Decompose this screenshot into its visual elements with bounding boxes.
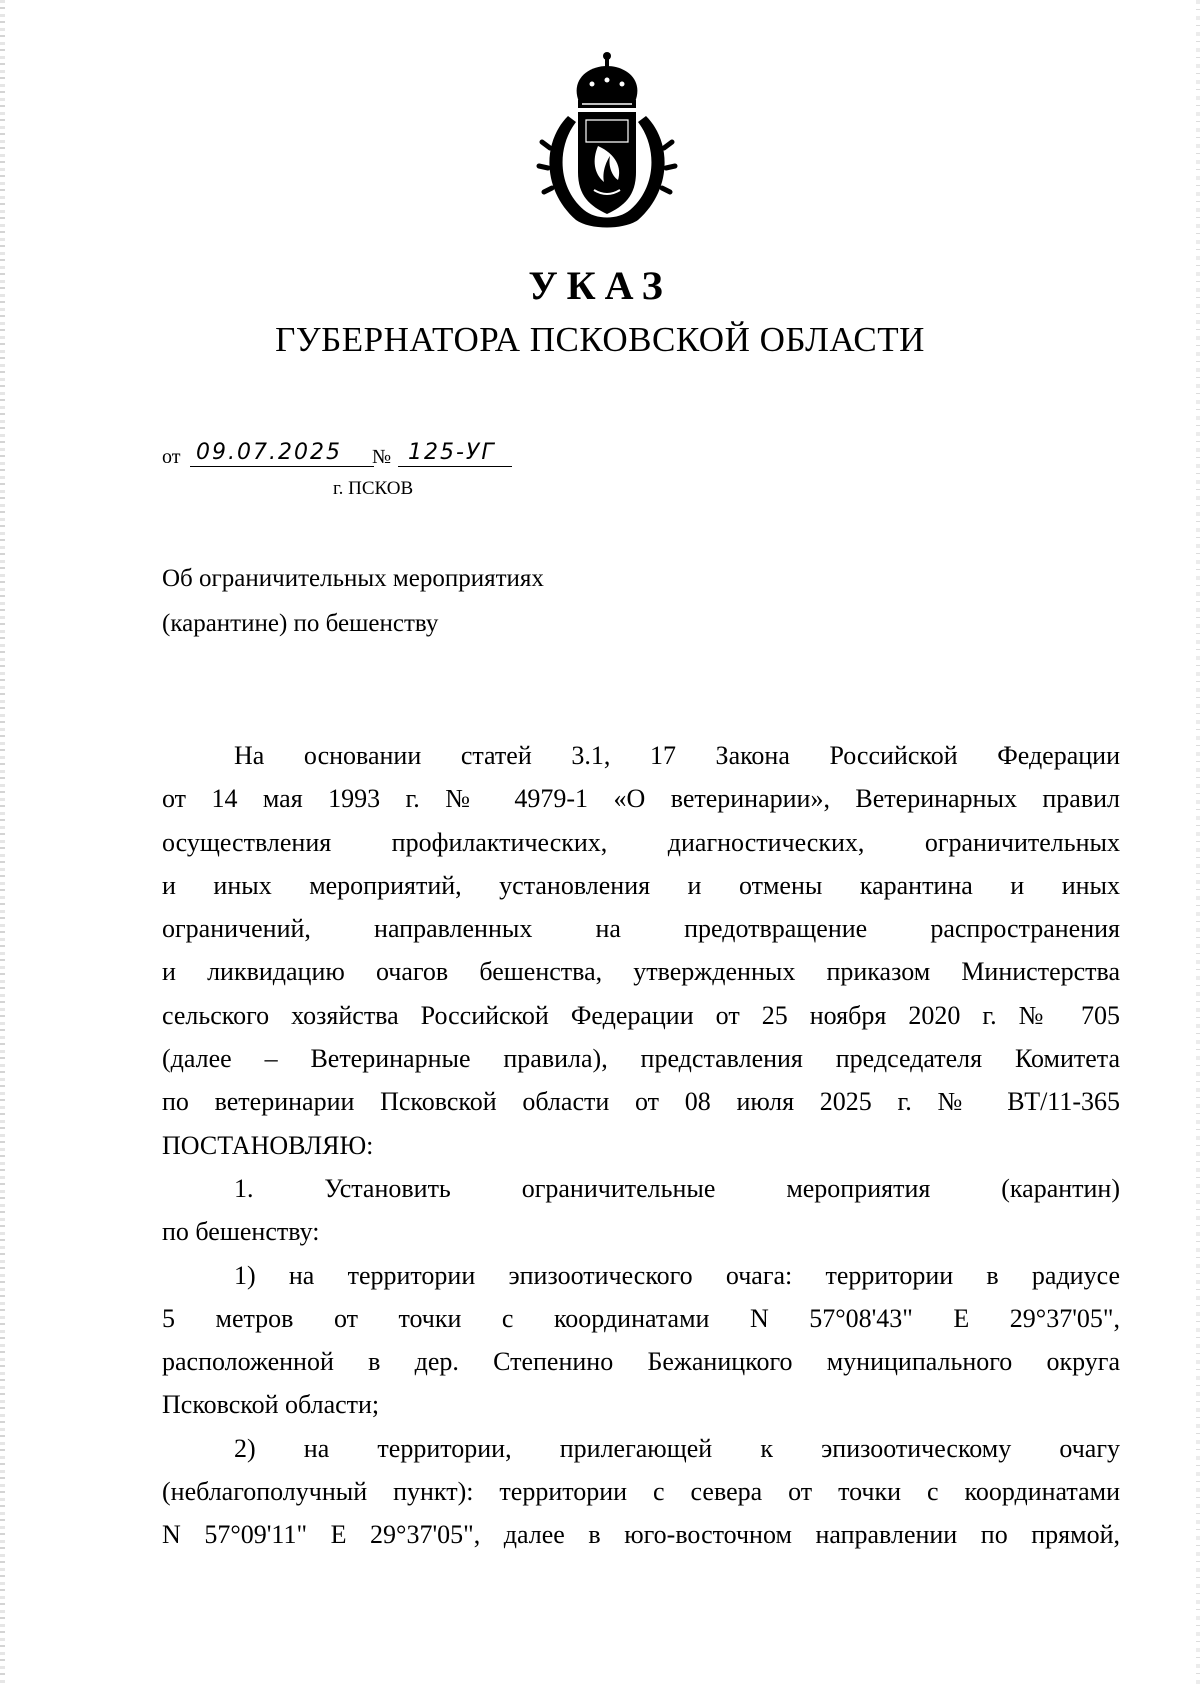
body-line: расположенной в дер. Степенино Бежаницкого муниципального округа — [162, 1347, 1120, 1377]
body-line: по ветеринарии Псковской области от 08 июля 2025 г. № ВТ/11-365 — [162, 1087, 1120, 1117]
body-line: ПОСТАНОВЛЯЮ: — [162, 1130, 374, 1160]
document-subject — [162, 556, 544, 646]
body-line: 1) на территории эпизоотического очага: территории в радиусе — [234, 1260, 1120, 1290]
document-body — [162, 734, 1120, 1557]
body-line: 1. Установить ограничительные мероприятия (карантин) — [234, 1173, 1120, 1203]
dateline — [162, 440, 562, 474]
body-line: от 14 мая 1993 г. № 4979-1 «О ветеринарии», Ветеринарных правил — [162, 784, 1120, 814]
body-line: 5 метров от точки с координатами N 57°08'43" E 29°37'05", — [162, 1303, 1120, 1333]
body-line: N 57°09'11" E 29°37'05", далее в юго-восточном направлении по прямой, — [162, 1520, 1120, 1550]
body-line: и ликвидацию очагов бешенства, утвержденных приказом Министерства — [162, 957, 1120, 987]
subject-line: (карантине) по бешенству — [162, 610, 439, 637]
document-subtitle: ГУБЕРНАТОРА ПСКОВСКОЙ ОБЛАСТИ — [275, 320, 925, 359]
body-line: На основании статей 3.1, 17 Закона Российской Федерации — [234, 741, 1120, 770]
body-line: (далее – Ветеринарные правила), представления председателя Комитета — [162, 1044, 1120, 1074]
pskov-coat-of-arms-icon — [532, 50, 682, 232]
city-label: г. ПСКОВ — [333, 478, 414, 499]
body-line: (неблагополучный пункт): территории с севера от точки с координатами — [162, 1477, 1120, 1507]
body-line: по бешенству: — [162, 1217, 320, 1247]
scan-edge-left — [0, 0, 5, 1686]
body-line: и иных мероприятий, установления и отмены карантина и иных — [162, 870, 1120, 900]
body-line: 2) на территории, прилегающей к эпизоотическому очагу — [234, 1433, 1120, 1463]
body-line: сельского хозяйства Российской Федерации от 25 ноября 2020 г. № 705 — [162, 1000, 1120, 1030]
body-line: Псковской области; — [162, 1390, 380, 1420]
body-line: ограничений, направленных на предотвращение распространения — [162, 914, 1120, 944]
scan-edge-right — [1196, 0, 1200, 1686]
document-title: УКАЗ — [528, 263, 672, 308]
number-label: № — [372, 446, 392, 468]
from-label: от — [162, 446, 181, 468]
body-line: осуществления профилактических, диагностических, ограничительных — [162, 827, 1120, 857]
subject-line: Об ограничительных мероприятиях — [162, 565, 544, 592]
document-number: 125-УГ — [398, 440, 512, 467]
document-date: 09.07.2025 — [190, 440, 374, 467]
